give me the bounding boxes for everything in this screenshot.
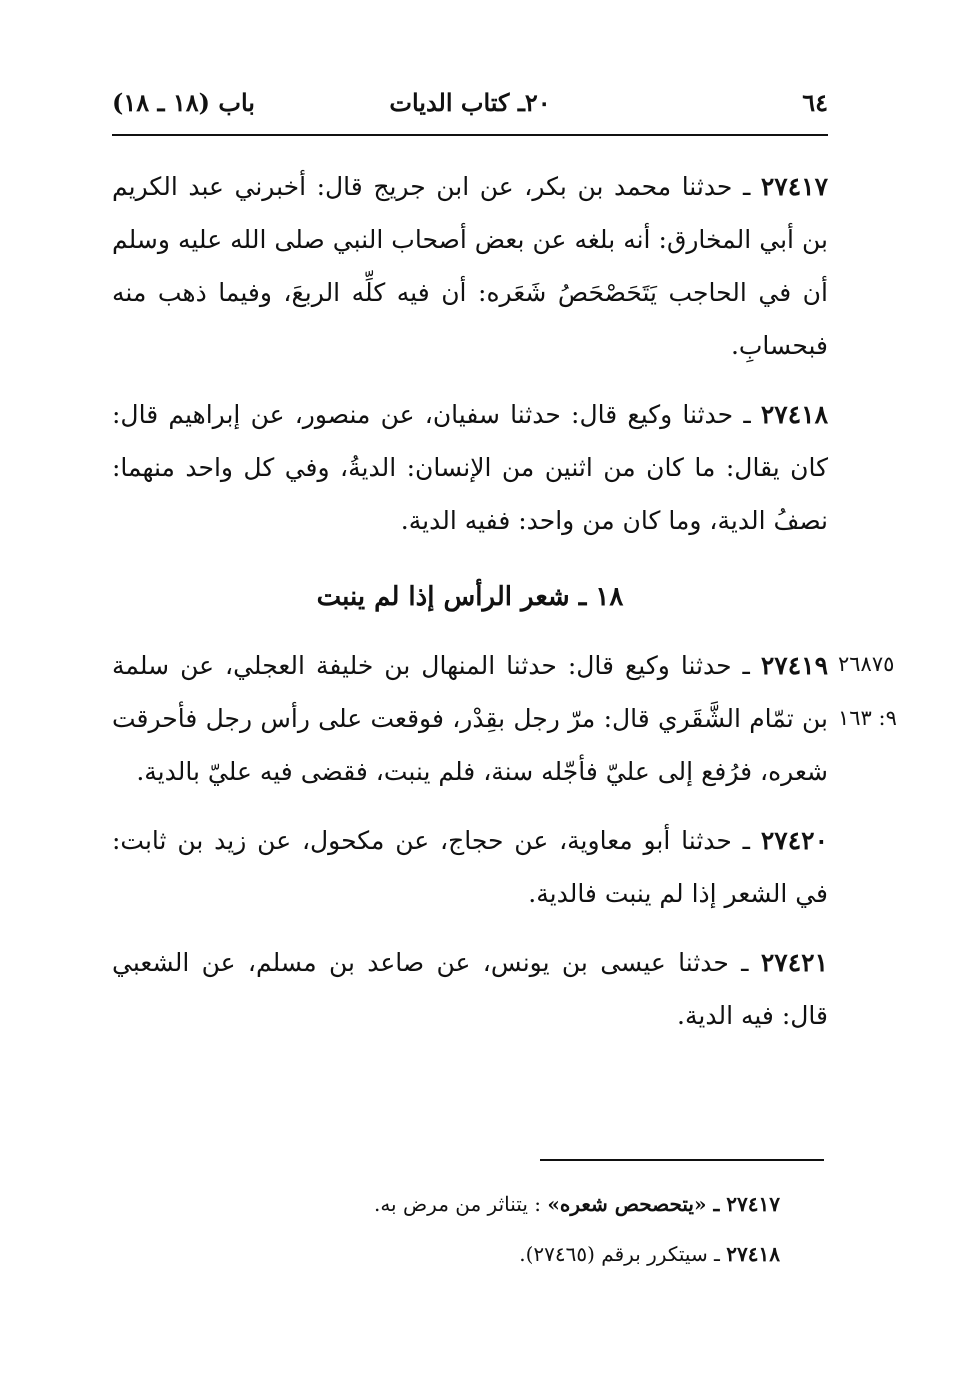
footnote-text: ـ سيتكرر برقم (٢٧٤٦٥). <box>519 1242 727 1266</box>
hadith-text: ـ حدثنا أبو معاوية، عن حجاج، عن مكحول، عن زيد بن ثابت: في الشعر إذا لم ينبت فالدية. <box>112 826 828 908</box>
hadith-number: ٢٧٤١٩ <box>760 651 828 680</box>
hadith-text: ـ حدثنا عيسى بن يونس، عن صاعد بن مسلم، عن الشعبي قال: فيه الدية. <box>112 948 828 1030</box>
hadith-number: ٢٧٤٢١ <box>760 948 828 977</box>
hadith-paragraph <box>112 936 828 1042</box>
footnotes <box>112 1183 828 1283</box>
chapter-range: باب (١٨ ـ ١٨) <box>112 88 255 117</box>
hadith-paragraph <box>112 639 828 798</box>
main-text <box>112 160 828 1058</box>
footnote-divider <box>540 1159 824 1161</box>
footnote-term: ـ «يتحصحص شعره» <box>547 1192 727 1216</box>
hadith-number: ٢٧٤٢٠ <box>760 826 828 855</box>
hadith-number: ٢٧٤١٧ <box>760 172 828 201</box>
hadith-paragraph <box>112 388 828 547</box>
page-header <box>112 88 828 128</box>
margin-reference: ٩: ١٦٣ <box>838 706 897 730</box>
footnote <box>112 1233 780 1275</box>
hadith-paragraph <box>112 160 828 372</box>
hadith-text: ـ حدثنا محمد بن بكر، عن ابن جريج قال: أخبرني عبد الكريم بن أبي المخارق: أنه بلغه عن بعض أصحاب النبي صلى الله عليه وسلم أن في الحاجب يَتَحَصْحَصُ شَعَره: أن فيه كلِّه الربعَ، وفيما ذهب منه فبحسابِ. <box>112 172 828 360</box>
hadith-number: ٢٧٤١٨ <box>760 400 828 429</box>
hadith-text: ـ حدثنا وكيع قال: حدثنا المنهال بن خليفة العجلي، عن سلمة بن تمّام الشَّقَري قال: مرّ رجل بقِدْر، فوقعت على رأس رجل فأحرقت شعره، فرُفع إلى عليّ فأجّله سنة، فلم ينبت، فقضى فيه عليّ بالدية. <box>112 651 828 786</box>
footnote <box>112 1183 780 1225</box>
footnote-text: : يتناثر من مرض به. <box>373 1192 548 1216</box>
header-divider <box>112 134 828 136</box>
footnote-number: ٢٧٤١٨ <box>726 1242 780 1266</box>
page-number: ٦٤ <box>802 88 828 117</box>
section-heading: ١٨ ـ شعر الرأس إذا لم ينبت <box>316 582 624 612</box>
margin-reference: ٢٦٨٧٥ <box>838 652 895 676</box>
hadith-paragraph <box>112 814 828 920</box>
footnote-number: ٢٧٤١٧ <box>726 1192 780 1216</box>
book-title: ٢٠ـ كتاب الديات <box>389 88 551 117</box>
hadith-text: ـ حدثنا وكيع قال: حدثنا سفيان، عن منصور، عن إبراهيم قال: كان يقال: ما كان من اثنين من الإنسان: الديةُ، وفي كل واحد منهما: نصفُ الدية، وما كان من واحد: ففيه الدية. <box>112 400 828 535</box>
